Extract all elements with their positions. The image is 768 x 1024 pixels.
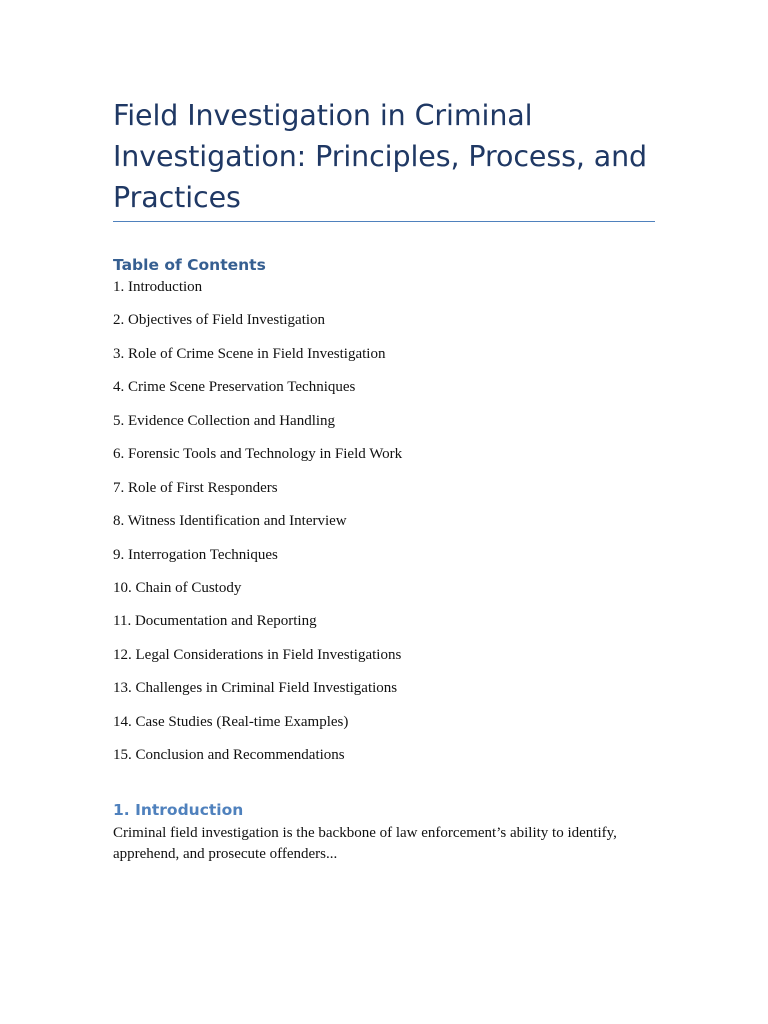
toc-item-legal-considerations: 12. Legal Considerations in Field Investigations [113, 646, 402, 663]
toc-item-witness-interview: 8. Witness Identification and Interview [113, 513, 347, 530]
toc-item-evidence-collection: 5. Evidence Collection and Handling [113, 412, 336, 429]
toc-item-role-of-crime-scene: 3. Role of Crime Scene in Field Investigation [113, 345, 386, 362]
toc-item-conclusion: 15. Conclusion and Recommendations [113, 747, 345, 764]
toc-item-case-studies: 14. Case Studies (Real-time Examples) [113, 713, 349, 730]
toc-item-interrogation: 9. Interrogation Techniques [113, 546, 278, 563]
document-title: Field Investigation in Criminal Investigation: Principles, Process, and Practices [113, 99, 648, 214]
section-body-introduction: Criminal field investigation is the backbone of law enforcement’s ability to identify, apprehend, and prosecute offenders... [113, 825, 617, 862]
toc-item-documentation: 11. Documentation and Reporting [113, 613, 317, 630]
toc-item-introduction: 1. Introduction [113, 279, 203, 295]
toc-item-objectives: 2. Objectives of Field Investigation [113, 312, 326, 329]
title-underline-divider [113, 221, 655, 222]
toc-list [113, 278, 402, 780]
toc-item-chain-of-custody: 10. Chain of Custody [113, 579, 242, 596]
toc-item-forensic-tools: 6. Forensic Tools and Technology in Field Work [113, 446, 403, 463]
toc-heading: Table of Contents [113, 256, 266, 274]
toc-item-challenges: 13. Challenges in Criminal Field Investigations [113, 680, 398, 697]
section-heading-introduction: 1. Introduction [113, 801, 244, 819]
toc-item-first-responders: 7. Role of First Responders [113, 479, 278, 496]
toc-item-preservation-techniques: 4. Crime Scene Preservation Techniques [113, 379, 356, 396]
